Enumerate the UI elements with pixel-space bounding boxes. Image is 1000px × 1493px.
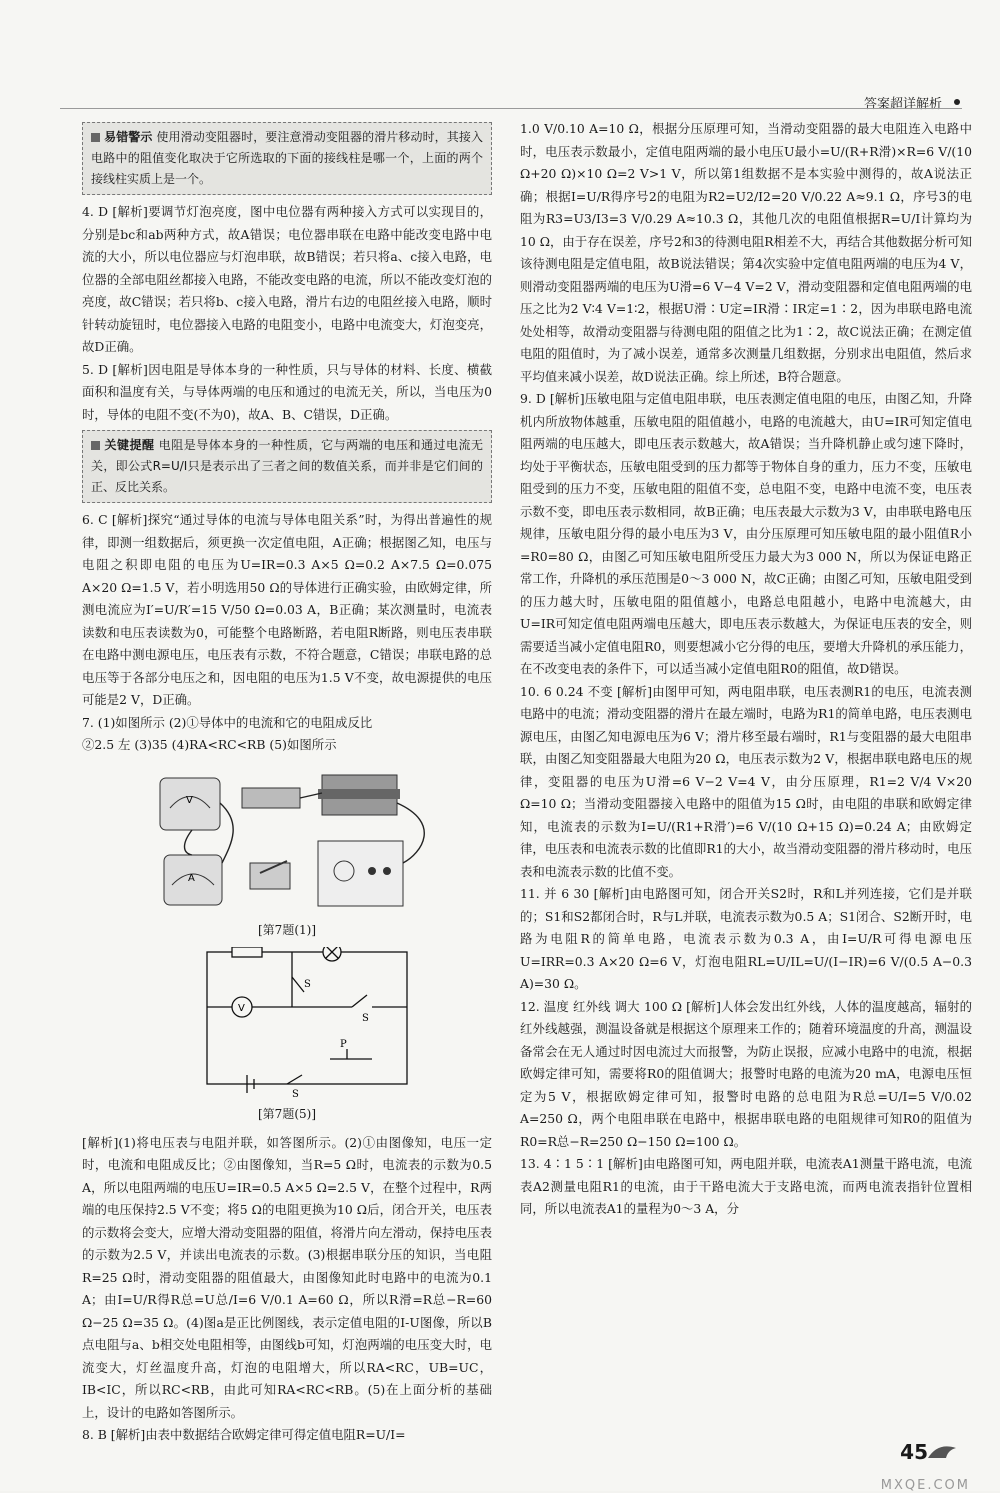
box-text: 使用滑动变阻器时，要注意滑动变阻器的滑片移动时，其接入电路中的阻值变化取决于它所选取的下面的接线柱是哪一个，上面的两个接线柱实质上是一个。 <box>91 130 483 186</box>
answer-q7-head2: ②2.5 左 (3)35 (4)RA<RC<RB (5)如图所示 <box>82 737 337 752</box>
answer-q6: 6. C [解析]探究“通过导体的电流与导体电阻关系”时，为得出普遍性的规律，即测一组数据后，须更换一次定值电阻，A正确；根据图乙知，电压与电阻之积即电阻的电压为U=IR=0.3 A×5 Ω=0.2 A×7.5 Ω=0.075 A×20 Ω=1.5 V，若小明选用50 Ω的导体进行正确实验，由欧姆定律，所测电流应为I′=U/R′=15 V/50 Ω=0.03 A，B正确；某次测量时，电流表读数和电压表读数为0，可能整个电路断路，若电阻R断路，则电压表串联在电路中测电源电压，电压表有示数，不符合题意，C错误；串联电路的总电压等于各部分电压之和，因电阻的电压为1.5 V不变，故电源提供的电压可能是2 V，D正确。 <box>82 512 492 707</box>
box-tag: 易错警示 <box>104 130 153 144</box>
answer-q5: 5. D [解析]因电阻是导体本身的一种性质，只与导体的材料、长度、横截面积和温度有关，与导体两端的电压和通过的电流无关，所以，当电压为0时，导体的电阻不变(不为0)，故A、B、C错误，D正确。 <box>82 361 492 422</box>
header-bullet-icon <box>954 99 960 105</box>
left-column <box>82 118 492 1447</box>
svg-text:V: V <box>186 794 193 806</box>
answer-q4: 4. D [解析]要调节灯泡亮度，图中电位器有两种接入方式可以实现目的，分别是bc和ab两种方式，故A错误；电位器串联在电路中能改变电路中电流的大小，所以电位器应与灯泡串联，故B错误；若只将a、c接入电路，电位器的全部电阻丝都接入电路，不能改变电路的电流，所以不能改变灯泡的亮度，故C错误；若只将b、c接入电路，滑片右边的电阻丝接入电路，顺时针转动旋钮时，电位器接入电路的电阻变小，电路中电流变大，灯泡变亮，故D正确。 <box>82 204 492 354</box>
figure-caption-1: [第7题(1)] <box>258 922 316 937</box>
watermark-text: MXQE.COM <box>880 1478 970 1493</box>
answer-q11: 11. 并 6 30 [解析]由电路图可知，闭合开关S2时，R和L并列连接，它们是并联的；S1和S2都闭合时，R与L并联，电流表示数为0.5 A；S1闭合、S2断开时，电路为电阻R的简单电路，电流表示数为0.3 A，由I=U/R可得电源电压U=IRR=0.3 A×20 Ω=6 V，灯泡电阻RL=U/IL=U/(I−IR)=6 V/(0.5 A−0.3 A)=30 Ω。 <box>520 886 972 991</box>
svg-text:S: S <box>292 1089 299 1097</box>
header-title: 答案超详解析 <box>863 97 942 112</box>
dolphin-logo-icon <box>926 1440 960 1464</box>
right-column <box>520 118 972 1221</box>
tag-square-icon <box>91 441 100 450</box>
figure-caption-2: [第7题(5)] <box>258 1107 316 1121</box>
page-number: 45 <box>900 1440 928 1464</box>
box-text: 电阻是导体本身的一种性质，它与两端的电压和通过电流无关，即公式R=U/I只是表示出了三者之间的数值关系，而并非是它们间的正、反比关系。 <box>91 438 483 494</box>
circuit-photo-figure <box>82 763 492 913</box>
answer-q7-body: [解析](1)将电压表与电阻并联，如答图所示。(2)①由图像知，电压一定时，电流和电阻成反比；②由图像知，当R=5 Ω时，电流表的示数为0.5 A，所以电阻两端的电压U=IR=0.5 A×5 Ω=2.5 V，在整个过程中，R两端的电压保持2.5 V不变；将5 Ω的电阻更换为10 Ω后，闭合开关，电压表的示数将会变大，应增大滑动变阻器的阻值，将滑片向左滑动，保持电压表的示数为2.5 V，并读出电流表的示数。(3)根据串联分压的知识，当电阻R=25 Ω时，滑动变阻器的阻值最大，由图像知此时电路中的电流为0.1 A；由I=U/R得R总=U总/I=6 V/0.1 A=60 Ω，所以R滑=R总−R=60 Ω−25 Ω=35 Ω。(4)图a是正比例图线，表示定值电阻的I-U图像，所以B点电阻与a、b相交处电阻相等，由图线b可知，灯泡两端的电压变大时，电流变大，灯丝温度升高，灯泡的电阻增大，所以RA<RC，UB=UC，IB<IC，所以RC<RB，由此可知RA<RC<RB。(5)在上面分析的基础上，设计的电路如答图所示。 <box>82 1134 492 1420</box>
svg-text:A: A <box>188 872 195 884</box>
answer-q13: 13. 4∶1 5∶1 [解析]由电路图可知，两电阻并联，电流表A1测量干路电流，电流表A2测量电阻R1的电流，由于干路电流大于支路电流，而两电流表指针位置相同，所以电流表A1的量程为0～3 A，分 <box>520 1156 972 1216</box>
error-warning-box <box>82 122 492 195</box>
svg-text:P: P <box>340 1039 347 1050</box>
circuit-diagram-figure <box>82 947 492 1097</box>
answer-q8-cont: 1.0 V/0.10 A=10 Ω，根据分压原理可知，当滑动变阻器的最大电阻连入电路中时，电压表示数最小，定值电阻两端的最小电压U最小=U/(R+R滑)×R=6 V/(10 Ω+20 Ω)×10 Ω=2 V>1 V，所以第1组数据不是本实验中测得的，故A说法正确；根据I=U/R得序号2的电阻为R2=U2/I2=20 V/0.22 A≈9.1 Ω，序号3的电阻为R3=U3/I3=3 V/0.29 A≈10.3 Ω，其他几次的电阻值根据R=U/I计算均为10 Ω，由于存在误差，序号2和3的待测电阻R相差不大，再结合其他数据分析可知该待测电阻是定值电阻，故B说法错误；第4次实验中定值电阻两端的电压为4 V，则滑动变阻器两端的电压为U滑=6 V−4 V=2 V，滑动变阻器和定值电阻两端的电压之比为2 V∶4 V=1∶2，根据U滑∶U定=IR滑∶IR定=1∶2，因为串联电路电流处处相等，故滑动变阻器与待测电阻的阻值之比为1∶2，故C说法正确；在测定值电阻的阻值时，为了减小误差，通常多次测量几组数据，分别求出电阻值，然后求平均值来减小误差，故D说法正确。综上所述，B符合题意。 <box>520 121 972 384</box>
answer-q8: 8. B [解析]由表中数据结合欧姆定律可得定值电阻R=U/I= <box>82 1427 406 1442</box>
svg-text:V: V <box>238 1003 245 1014</box>
answer-q9: 9. D [解析]压敏电阻与定值电阻串联，电压表测定值电阻的电压，由图乙知，升降机内所放物体越重，压敏电阻的阻值越小，电路的电流越大，由U=IR可知定值电阻两端的电压越大，即电压表示数越大，故A错误；当升降机静止或匀速下降时，均处于平衡状态，压敏电阻受到的压力都等于物体自身的重力，压力不变，压敏电阻受到的压力不变，压敏电阻的阻值不变，总电阻不变，电路中电流不变，电压表示数不变，即电压表示数相同，故B正确；电压表最大示数为3 V，由串联电路电压规律，压敏电阻分得的最小电压为3 V，由分压原理可知压敏电阻的最小阻值R小=R0=80 Ω，由图乙可知压敏电阻所受压力最大为3 000 N，所以为保证电路正常工作，升降机的承压范围是0～3 000 N，故C正确；由图乙可知，压敏电阻受到的压力越大时，压敏电阻的阻值越小，电路总电阻越小，电路中电流越大，由U=IR可知定值电阻两端电压越大，即电压表示数越大，为保证电压表的安全，则需要适当减小定值电阻R0，则要想减小它分得的电压，要增大升降机的承压能力，在不改变电表的条件下，可以适当减小定值电阻R0的阻值，故D错误。 <box>520 391 972 676</box>
answer-q7-head: 7. (1)如图所示 (2)①导体中的电流和它的电阻成反比 <box>82 714 373 730</box>
answer-q12: 12. 温度 红外线 调大 100 Ω [解析]人体会发出红外线，人体的温度越高，辐射的红外线越强，测温设备就是根据这个原理来工作的；随着环境温度的升高，测温设备常会在无人通过时因电流过大而报警，为防止误报，应减小电路中的电流，根据欧姆定律可知，需要将R0的阻值调大；报警时电路的电流为20 mA，电源电压恒定为5 V，根据欧姆定律可知，报警时电路的总电阻为R总=U/I=5 V/0.02 A=250 Ω，两个电阻串联在电路中，根据串联电路的电阻规律可知R0的阻值为R0=R总−R=250 Ω−150 Ω=100 Ω。 <box>520 998 972 1149</box>
key-reminder-box <box>82 430 492 503</box>
answer-q10: 10. 6 0.24 不变 [解析]由图甲可知，两电阻串联，电压表测R1的电压，电流表测电路中的电流；滑动变阻器的滑片在最左端时，电路为R1的简单电路，电压表测电源电压，由图乙知电源电压为6 V；滑片移至最右端时，R1与变阻器的最大电阻串联，由图乙知变阻器最大电阻为20 Ω，电压表示数为2 V，根据串联电路电压的规律，变阻器的电压为U滑=6 V−2 V=4 V，由分压原理，R1=2 V/4 V×20 Ω=10 Ω；当滑动变阻器接入电路中的阻值为15 Ω时，由电阻的串联和欧姆定律知，电流表的示数为I=U/(R1+R滑′)=6 V/(10 Ω+15 Ω)=0.24 A；由欧姆定律，电压表和电流表示数的比值即R1的大小，故当滑动变阻器的滑片移动时，电压表和电流表示数的比值不变。 <box>520 683 972 879</box>
svg-text:S: S <box>304 979 311 990</box>
svg-text:S: S <box>362 1013 369 1024</box>
tag-square-icon <box>91 133 100 142</box>
header-divider <box>60 108 962 109</box>
box-tag: 关键提醒 <box>104 438 155 452</box>
